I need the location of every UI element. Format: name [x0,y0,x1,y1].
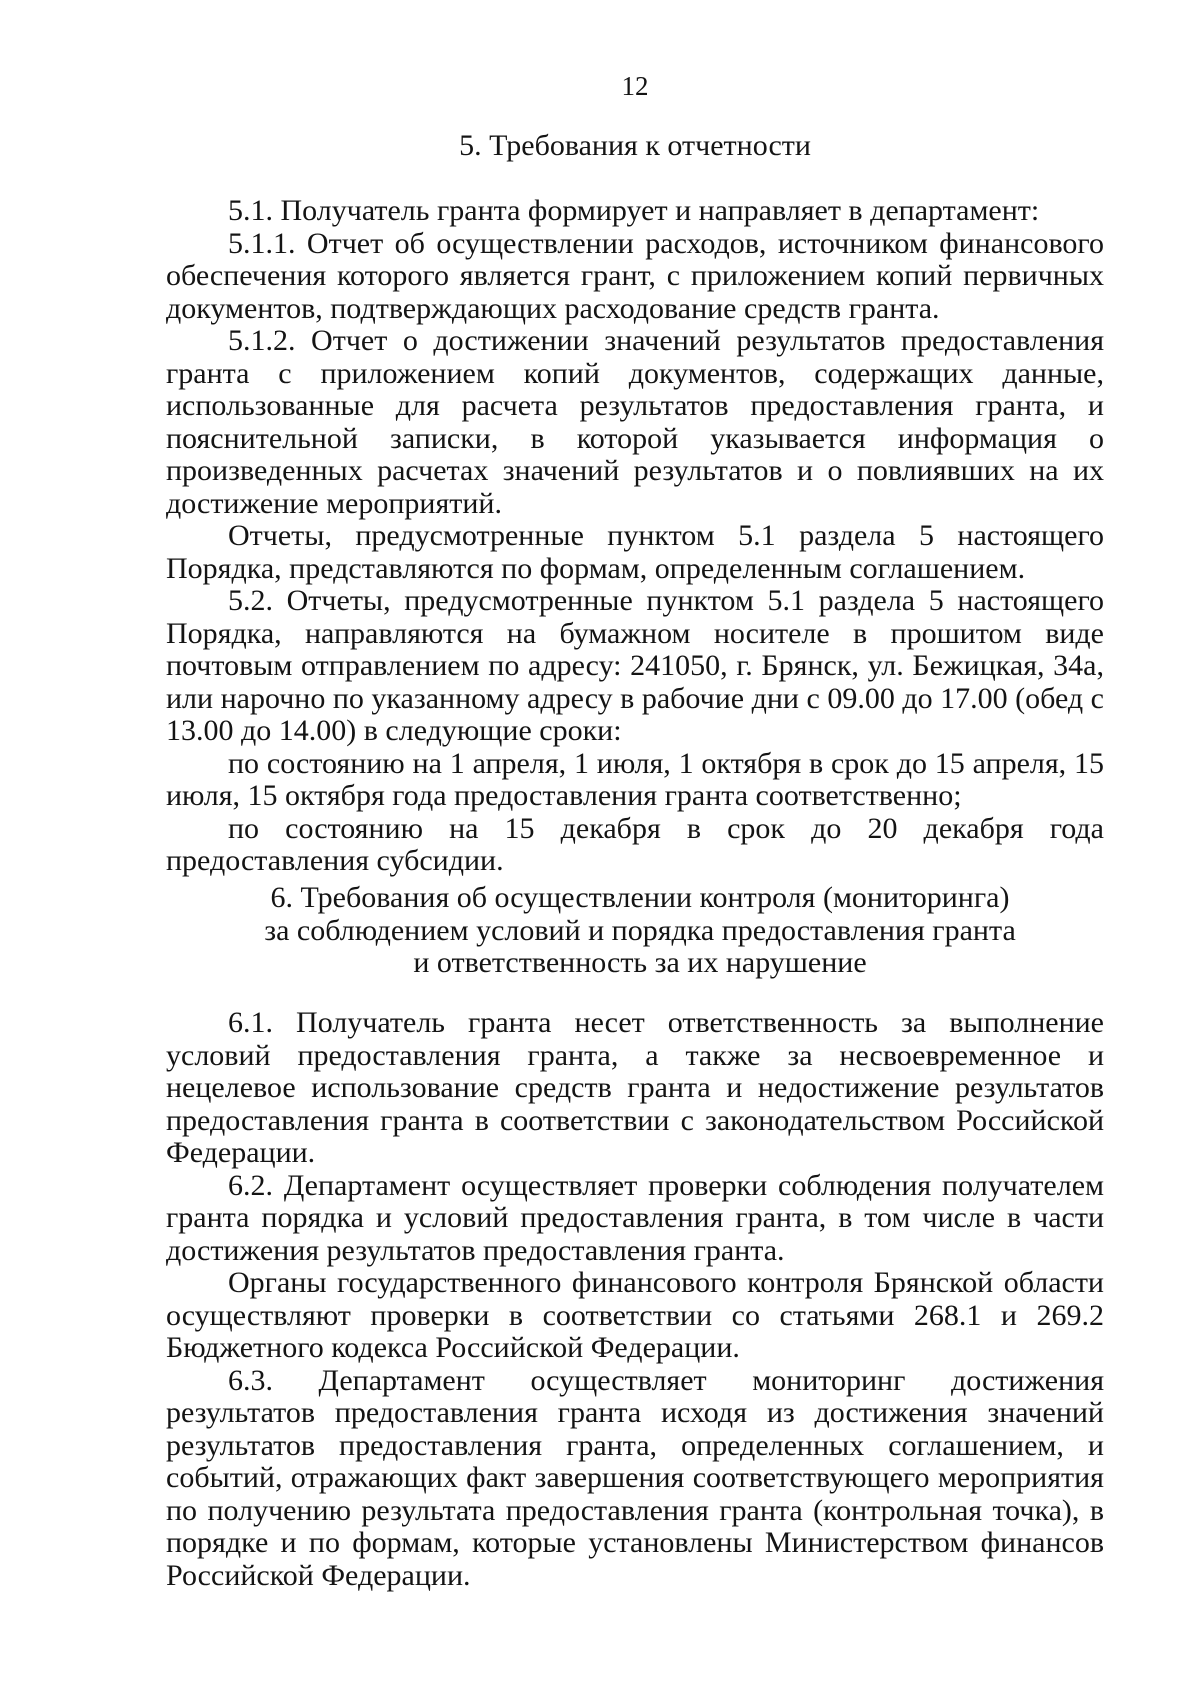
paragraph-6-1: 6.1. Получатель гранта несет ответственность за выполнение условий предоставления гранта, а также за несвоевременное и нецелевое использование средств гранта и недостижение результатов предоставления гранта в соответствии с законодательством Российской Федерации. [166,1006,1104,1169]
paragraph-5-1-2: 5.1.2. Отчет о достижении значений результатов предоставления гранта с приложением копий документов, содержащих данные, использованные для расчета результатов предоставления гранта, и пояснительной записки, в которой указывается информация о произведенных расчетах значений результатов и о повлиявших на их достижение мероприятий. [166,324,1104,520]
section-5-body [166,195,1104,878]
paragraph-5-1-1: 5.1.1. Отчет об осуществлении расходов, источником финансового обеспечения которого является грант, с приложением копий первичных документов, подтверждающих расходование средств гранта. [166,226,1104,325]
section-6-body [166,1007,1104,1592]
paragraph-6-2: 6.2. Департамент осуществляет проверки соблюдения получателем гранта порядка и условий предоставления гранта, в том числе в части достижения результатов предоставления гранта. [166,1168,1104,1267]
section-6-title-line-2: за соблюдением условий и порядка предоставления гранта [264,913,1016,947]
page-number: 12 [621,71,649,101]
paragraph-5-1: 5.1. Получатель гранта формирует и направляет в департамент: [228,194,1040,227]
paragraph-deadline-december: по состоянию на 15 декабря в срок до 20 декабря года предоставления субсидии. [166,811,1104,877]
section-6-title-line-1: 6. Требования об осуществлении контроля (мониторинга) [270,881,1010,914]
paragraph-deadline-quarterly: по состоянию на 1 апреля, 1 июля, 1 октября в срок до 15 апреля, 15 июля, 15 октября года предоставления гранта соответственно; [166,746,1104,812]
section-5-title: 5. Требования к отчетности [459,129,811,162]
paragraph-reports-forms: Отчеты, предусмотренные пунктом 5.1 раздела 5 настоящего Порядка, представляются по формам, определенным соглашением. [166,519,1104,585]
paragraph-state-control: Органы государственного финансового контроля Брянской области осуществляют проверки в соответствии со статьями 268.1 и 269.2 Бюджетного кодекса Российской Федерации. [166,1266,1104,1364]
paragraph-5-2: 5.2. Отчеты, предусмотренные пунктом 5.1 раздела 5 настоящего Порядка, направляются на бумажном носителе в прошитом виде почтовым отправлением по адресу: 241050, г. Брянск, ул. Бежицкая, 34а, или нарочно по указанному адресу в рабочие дни с 09.00 до 17.00 (обед с 13.00 до 14.00) в следующие сроки: [166,584,1104,747]
section-6-title-line-3: и ответственность за их нарушение [413,946,867,979]
section-6-title [0,882,1200,980]
paragraph-6-3: 6.3. Департамент осуществляет мониторинг достижения результатов предоставления гранта исходя из достижения значений результатов предоставления гранта, определенных соглашением, и событий, отражающих факт завершения соответствующего мероприятия по получению результата предоставления гранта (контрольная точка), в порядке и по формам, которые установлены Министерством финансов Российской Федерации. [166,1363,1104,1592]
